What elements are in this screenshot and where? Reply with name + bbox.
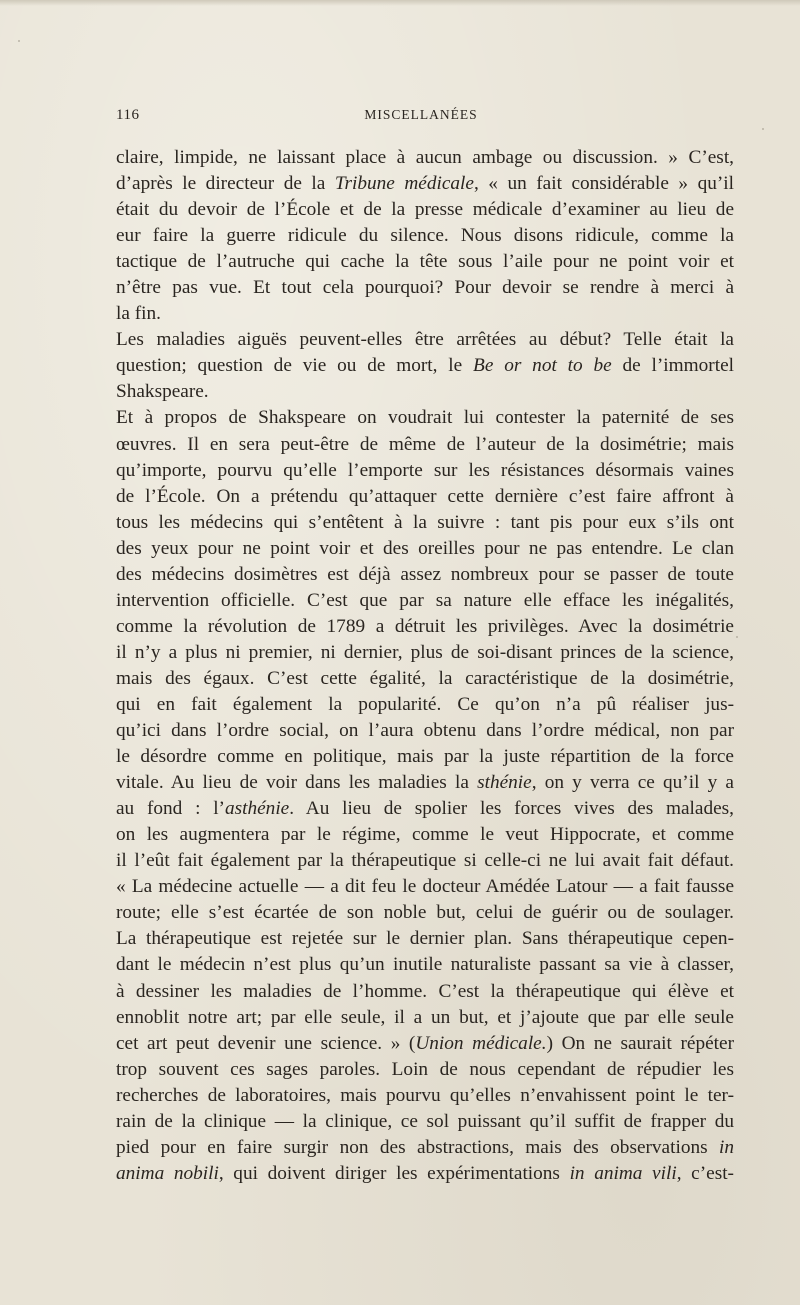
text-segment: de l’École. On a prétendu qu’attaquer cette dernière c’est faire affront à	[116, 485, 734, 507]
italic-text: Be or not to be	[473, 355, 612, 377]
text-line	[116, 1135, 734, 1161]
text-line	[116, 171, 734, 197]
text-segment: on les augmentera par le régime, comme le veut Hippocrate, et comme	[116, 824, 734, 846]
text-line	[116, 952, 734, 978]
text-segment: qu’importe, pourvu qu’elle l’emporte sur les résistances désormais vaines	[116, 459, 734, 481]
text-segment: intervention officielle. C’est que par sa nature elle efface les inégalités,	[116, 589, 734, 611]
paper-speck	[18, 40, 20, 42]
text-segment: qu’ici dans l’ordre social, on l’aura obtenu dans l’ordre médical, non par	[116, 720, 734, 742]
text-segment: la fin.	[116, 303, 161, 325]
text-segment: au fond : l’	[116, 798, 225, 820]
text-line	[116, 744, 734, 770]
text-segment: « La médecine actuelle — a dit feu le docteur Amédée Latour — a fait fausse	[116, 876, 734, 898]
text-line	[116, 874, 734, 900]
text-line	[116, 510, 734, 536]
text-segment: tactique de l’autruche qui cache la tête sous l’aile pour ne point voir et	[116, 251, 734, 273]
text-line	[116, 614, 734, 640]
text-segment: tous les médecins qui s’entêtent à la suivre : tant pis pour eux s’ils ont	[116, 511, 734, 533]
text-line	[116, 1083, 734, 1109]
italic-text: sthénie	[477, 772, 532, 794]
text-segment: , qui doivent diriger les expérimentations	[218, 1162, 570, 1184]
text-line	[116, 848, 734, 874]
page-header	[116, 107, 726, 127]
text-line	[116, 197, 734, 223]
text-line	[116, 1057, 734, 1083]
paper-speck	[762, 128, 764, 130]
text-segment: ennoblit notre art; par elle seule, il a un but, et j’ajoute que par elle seule	[116, 1006, 734, 1028]
text-segment: comme la révolution de 1789 a détruit les privilèges. Avec la dosimétrie	[116, 615, 734, 637]
text-line	[116, 432, 734, 458]
text-segment: La thérapeutique est rejetée sur le dernier plan. Sans thérapeutique cepen-	[116, 928, 734, 950]
italic-text: in anima vili	[569, 1162, 677, 1184]
text-line	[116, 900, 734, 926]
text-line	[116, 484, 734, 510]
text-segment: Et à propos de Shakspeare on voudrait lui contester la paternité de ses	[116, 407, 734, 429]
text-segment: claire, limpide, ne laissant place à aucun ambage ou discussion. » C’est,	[116, 147, 734, 168]
text-segment: le désordre comme en politique, mais par la juste répartition de la force	[116, 746, 734, 768]
text-segment: des yeux pour ne point voir et des oreilles pour ne pas entendre. Le clan	[116, 537, 734, 559]
text-line	[116, 405, 734, 431]
italic-text: Union médicale.	[415, 1032, 547, 1054]
text-segment: qui en fait également la popularité. Ce qu’on n’a pû réaliser jus-	[116, 693, 734, 715]
text-segment: , « un fait considérable » qu’il	[473, 173, 734, 195]
text-line	[116, 979, 734, 1005]
text-line	[116, 718, 734, 744]
running-title: MISCELLANÉES	[364, 107, 478, 122]
text-line	[116, 1031, 734, 1057]
text-segment: question; question de vie ou de mort, le	[116, 355, 474, 377]
text-segment: d’après le directeur de la	[116, 173, 335, 195]
text-segment: n’être pas vue. Et tout cela pourquoi? Pour devoir se rendre à merci à	[116, 277, 734, 299]
italic-text: Tribune médicale	[334, 173, 474, 195]
page-top-edge	[0, 0, 800, 6]
text-line	[116, 666, 734, 692]
text-line	[116, 301, 734, 327]
text-line	[116, 1161, 734, 1187]
italic-text: in	[719, 1136, 734, 1158]
text-segment: Shakspeare.	[116, 381, 209, 403]
text-segment: œuvres. Il en sera peut-être de même de l’auteur de la dosimétrie; mais	[116, 433, 734, 455]
text-segment: trop souvent ces sages paroles. Loin de nous cependant de répudier les	[116, 1058, 734, 1080]
text-line	[116, 223, 734, 249]
text-segment: des médecins dosimètres est déjà assez nombreux pour se passer de toute	[116, 563, 734, 585]
text-segment: , c’est-	[676, 1162, 734, 1184]
text-segment: eur faire la guerre ridicule du silence. Nous disons ridicule, comme la	[116, 225, 734, 247]
text-segment: route; elle s’est écartée de son noble but, celui de guérir ou de soulager.	[116, 902, 734, 924]
text-line	[116, 926, 734, 952]
text-line	[116, 249, 734, 275]
text-segment: Les maladies aiguës peuvent-elles être arrêtées au début? Telle était la	[116, 329, 734, 351]
text-segment: à dessiner les maladies de l’homme. C’est la thérapeutique qui élève et	[116, 980, 734, 1002]
text-segment: . Au lieu de spolier les forces vives des malades,	[289, 798, 734, 820]
text-line	[116, 692, 734, 718]
text-segment: pied pour en faire surgir non des abstractions, mais des observations	[116, 1136, 719, 1158]
text-segment: rain de la clinique — la clinique, ce sol puissant qu’il suffit de frapper du	[116, 1110, 734, 1132]
text-line	[116, 275, 734, 301]
text-line	[116, 145, 734, 171]
text-line	[116, 536, 734, 562]
text-segment: était du devoir de l’École et de la presse médicale d’examiner au lieu de	[116, 199, 734, 221]
text-line	[116, 327, 734, 353]
text-segment: de l’immortel	[611, 355, 734, 377]
text-segment: recherches de laboratoires, mais pourvu qu’elles n’envahissent point le ter-	[116, 1084, 734, 1106]
text-segment: vitale. Au lieu de voir dans les maladies la	[116, 772, 478, 794]
body-text	[116, 145, 734, 1187]
text-line	[116, 588, 734, 614]
paper-speck	[736, 636, 738, 638]
italic-text: asthénie	[224, 798, 290, 820]
text-segment: dant le médecin n’est plus qu’un inutile naturaliste passant sa vie à classer,	[116, 954, 734, 976]
text-line	[116, 458, 734, 484]
text-line	[116, 796, 734, 822]
text-segment: il n’y a plus ni premier, ni dernier, plus de soi-disant princes de la science,	[116, 641, 734, 663]
text-line	[116, 379, 734, 405]
text-segment: cet art peut devenir une science. » (	[116, 1032, 416, 1054]
text-segment: ) On ne saurait répéter	[546, 1032, 734, 1054]
text-line	[116, 640, 734, 666]
text-line	[116, 562, 734, 588]
text-line	[116, 770, 734, 796]
text-segment: , on y verra ce qu’il y a	[531, 772, 734, 794]
page-number: 116	[116, 107, 140, 123]
text-line	[116, 353, 734, 379]
text-line	[116, 1005, 734, 1031]
text-line	[116, 822, 734, 848]
italic-text: anima nobili	[116, 1162, 219, 1184]
text-line	[116, 1109, 734, 1135]
text-segment: il l’eût fait également par la thérapeutique si celle-ci ne lui avait fait défaut.	[116, 850, 734, 872]
text-segment: mais des égaux. C’est cette égalité, la caractéristique de la dosimétrie,	[116, 667, 734, 689]
